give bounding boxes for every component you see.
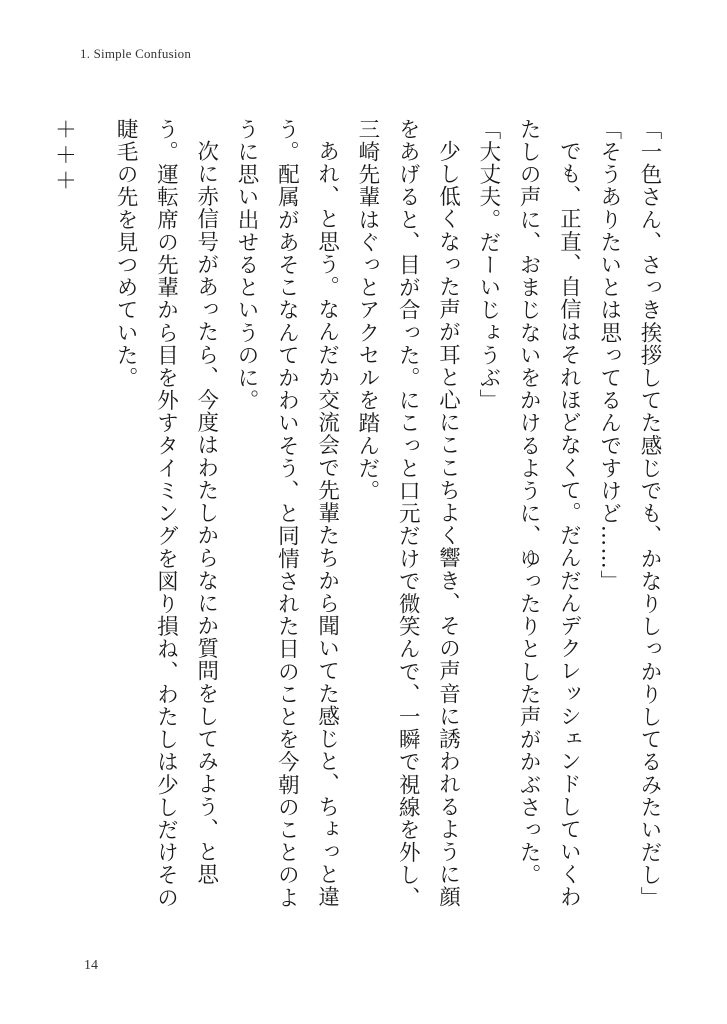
paragraph-dialogue: 「そうありたいとは思ってるんですけど……」: [596, 118, 622, 593]
scene-break-ornament: ＋＋＋: [51, 118, 77, 195]
page-number: 14: [84, 958, 98, 973]
running-head-chapter-title: 1. Simple Confusion: [80, 46, 192, 61]
paragraph-dialogue: 「一色さん、さっき挨拶してた感じでも、かなりしっかりしてるみたいだし」: [637, 118, 662, 909]
paragraph-dialogue: 「大丈夫。だーいじょうぶ」: [475, 118, 501, 412]
paragraph-narration: 次に赤信号があったら、今度はわたしからなにか質問をしてみよう、と思う。運転席の先輩から目を外すタイミングを図り損ね、わたしは少しだけその睫毛の先を見つめていた。: [113, 118, 219, 909]
paragraph-narration: 少し低くなった声が耳と心にここちよく響き、その声音に誘われるように顔をあげると、目が合った。にこっと口元だけで微笑んで、一瞬で視線を外し、三崎先輩はぐっとアクセルを踏んだ。: [354, 118, 461, 909]
paragraph-narration: でも、正直、自信はそれほどなくて。だんだんデクレッシェンドしていくわたしの声に、おまじないをかけるように、ゆったりとした声がかぶさった。: [516, 118, 582, 908]
paragraph-narration: あれ、と思う。なんだか交流会で先輩たちから聞いてた感じと、ちょっと違う。配属があそこなんてかわいそう、と同情された日のことを今朝のことのように思い出せるというのに。: [234, 118, 340, 909]
novel-body-text: [51, 118, 669, 918]
